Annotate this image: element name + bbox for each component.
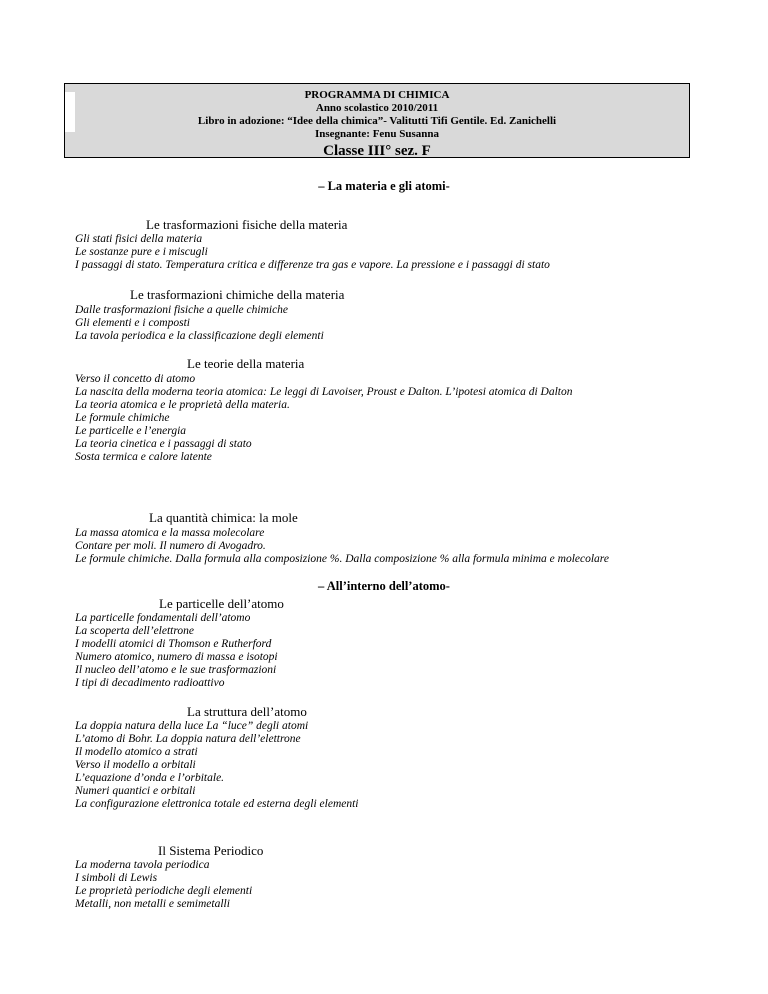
list-item: Verso il concetto di atomo [75, 373, 196, 385]
list-item: La teoria atomica e le proprietà della materia. [75, 399, 290, 411]
list-item: Numero atomico, numero di massa e isotopi [75, 651, 278, 663]
section-heading-chemical-transformations: Le trasformazioni chimiche della materia [130, 287, 345, 302]
header-box-edge [65, 92, 75, 132]
topic-list-atom-particles [75, 612, 278, 690]
section-heading-mole: La quantità chimica: la mole [149, 510, 298, 525]
list-item: La doppia natura della luce La “luce” degli atomi [75, 720, 309, 732]
list-item: Le formule chimiche. Dalla formula alla composizione %. Dalla composizione % alla formula minima e molecolare [75, 553, 609, 565]
adopted-book: Libro in adozione: “Idee della chimica”- Valitutti Tifi Gentile. Ed. Zanichelli [197, 115, 557, 127]
list-item: Il modello atomico a strati [75, 746, 198, 758]
list-item: La teoria cinetica e i passaggi di stato [75, 438, 252, 450]
part-title-matter-atoms: – La materia e gli atomi- [318, 179, 450, 193]
teacher-name: Insegnante: Fenu Susanna [314, 128, 440, 140]
list-item: I passaggi di stato. Temperatura critica e differenze tra gas e vapore. La pressione e i passaggi di stato [75, 259, 550, 271]
section-heading-matter-theories: Le teorie della materia [187, 356, 305, 371]
section-heading-periodic-system: Il Sistema Periodico [158, 843, 264, 858]
topic-list-atom-structure [75, 720, 359, 811]
list-item: Metalli, non metalli e semimetalli [75, 898, 230, 910]
school-year: Anno scolastico 2010/2011 [315, 102, 439, 114]
list-item: La tavola periodica e la classificazione degli elementi [75, 330, 324, 342]
class-label: Classe III° sez. F [323, 143, 431, 159]
list-item: Le proprietà periodiche degli elementi [75, 885, 253, 897]
section-heading-atom-structure: La struttura dell’atomo [187, 704, 307, 719]
program-title: PROGRAMMA DI CHIMICA [304, 89, 450, 101]
section-heading-atom-particles: Le particelle dell’atomo [159, 596, 284, 611]
list-item: Gli elementi e i composti [75, 317, 190, 329]
list-item: Dalle trasformazioni fisiche a quelle chimiche [75, 304, 289, 316]
list-item: La configurazione elettronica totale ed esterna degli elementi [75, 798, 359, 810]
list-item: La particelle fondamentali dell’atomo [75, 612, 251, 624]
list-item: La scoperta dell’elettrone [75, 625, 195, 637]
list-item: Numeri quantici e orbitali [75, 785, 196, 797]
list-item: I simboli di Lewis [75, 872, 158, 884]
list-item: La nascita della moderna teoria atomica: Le leggi di Lavoiser, Proust e Dalton. L’ipotesi atomica di Dalton [75, 386, 573, 398]
list-item: La moderna tavola periodica [75, 859, 210, 871]
list-item: I tipi di decadimento radioattivo [75, 677, 225, 689]
list-item: Gli stati fisici della materia [75, 233, 203, 245]
header-box [64, 83, 690, 158]
topic-list-mole [75, 527, 609, 566]
list-item: Le formule chimiche [75, 412, 170, 424]
list-item: Le particelle e l’energia [75, 425, 187, 437]
topic-list-periodic-system [75, 859, 252, 911]
list-item: La massa atomica e la massa molecolare [75, 527, 265, 539]
list-item: Sosta termica e calore latente [75, 451, 212, 463]
topic-list-matter-theories [75, 373, 572, 464]
list-item: I modelli atomici di Thomson e Rutherford [75, 638, 272, 650]
list-item: Contare per moli. Il numero di Avogadro. [75, 540, 266, 552]
list-item: L’atomo di Bohr. La doppia natura dell’elettrone [75, 733, 301, 745]
topic-list-physical-transformations [75, 233, 550, 272]
list-item: Il nucleo dell’atomo e le sue trasformazioni [75, 664, 277, 676]
list-item: Verso il modello a orbitali [75, 759, 196, 771]
part-title-inside-atom: – All’interno dell’atomo- [318, 579, 450, 593]
section-heading-physical-transformations: Le trasformazioni fisiche della materia [146, 217, 348, 232]
topic-list-chemical-transformations [75, 304, 324, 343]
list-item: L’equazione d’onda e l’orbitale. [75, 772, 225, 784]
list-item: Le sostanze pure e i miscugli [75, 246, 208, 258]
